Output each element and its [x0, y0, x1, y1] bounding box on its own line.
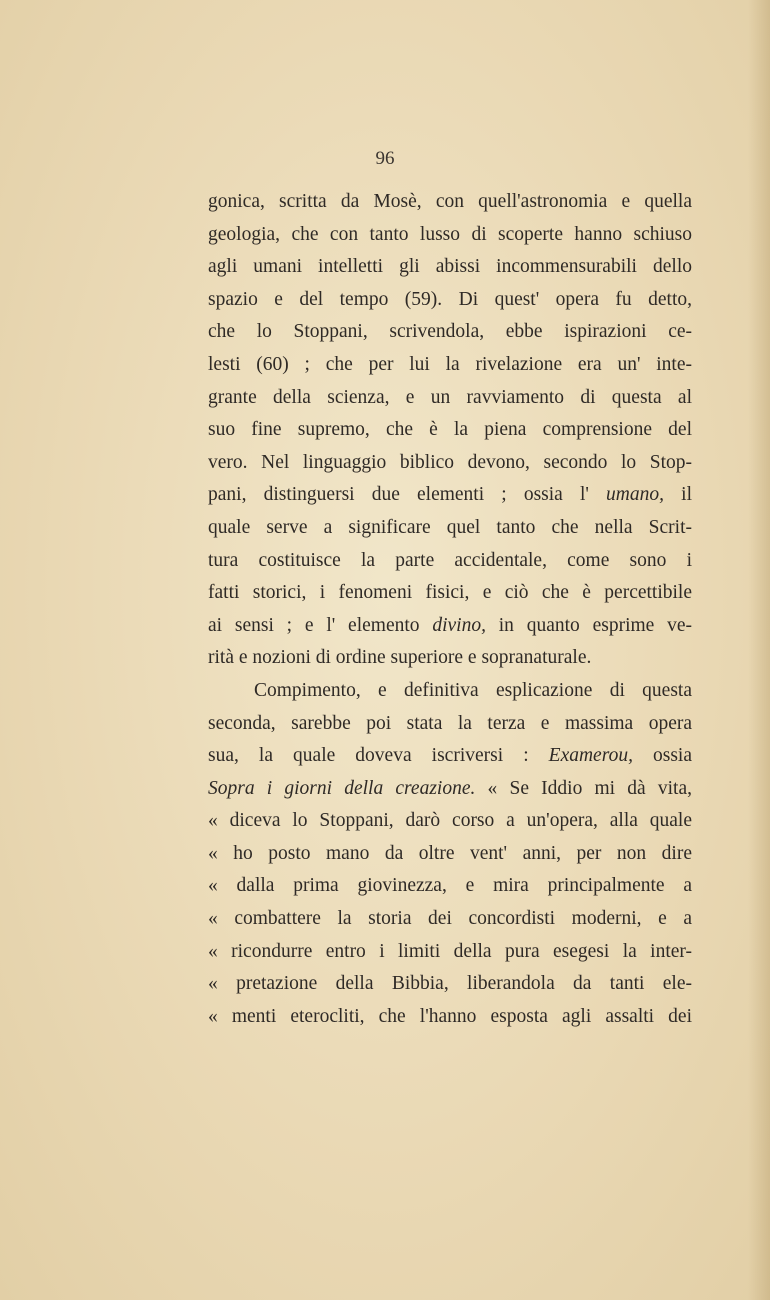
paragraph-2 [208, 675, 692, 1034]
line-text: lesti (60) ; che per lui la rivelazione era un' inte- [208, 353, 692, 375]
line-text: « pretazione della Bibbia, liberandola da tanti ele- [208, 973, 692, 995]
text-line [208, 805, 692, 838]
text-line [208, 447, 692, 480]
text-line [208, 186, 692, 219]
line-text: quale serve a significare quel tanto che nella Scrit- [208, 516, 692, 538]
page-number: 96 [375, 148, 395, 169]
line-text: sua, la quale doveva iscriversi : [208, 745, 549, 767]
text-line [208, 903, 692, 936]
text-line [208, 936, 692, 969]
italic-text: umano, [606, 484, 665, 506]
text-line [208, 838, 692, 871]
line-text: « ho posto mano da oltre vent' anni, per non dire [208, 842, 692, 864]
line-text: « menti eterocliti, che l'hanno esposta agli assalti dei [208, 1005, 692, 1027]
line-text: « Se Iddio mi dà vita, [475, 777, 692, 799]
line-text: fatti storici, i fenomeni fisici, e ciò che è percettibile [208, 582, 692, 604]
text-line [208, 1001, 692, 1034]
line-text: il [664, 484, 692, 506]
text-line [208, 773, 692, 806]
text-line [208, 316, 692, 349]
line-text: rità e nozioni di ordine superiore e sopranaturale. [208, 647, 592, 669]
line-text: « ricondurre entro i limiti della pura esegesi la inter- [208, 940, 692, 962]
body-text [208, 186, 692, 1033]
text-line [208, 610, 692, 643]
line-text: gonica, scritta da Mosè, con quell'astronomia e quella [208, 191, 692, 212]
line-text: tura costituisce la parte accidentale, come sono i [208, 549, 692, 571]
line-text: che lo Stoppani, scrivendola, ebbe ispirazioni ce- [208, 321, 692, 343]
line-text: grante della scienza, e un ravviamento di questa al [208, 386, 692, 408]
text-line [208, 708, 692, 741]
line-text: « diceva lo Stoppani, darò corso a un'opera, alla quale [208, 810, 692, 832]
text-line [208, 414, 692, 447]
text-line [208, 349, 692, 382]
text-line [208, 512, 692, 545]
line-text: ai sensi ; e l' elemento [208, 614, 433, 636]
italic-text: divino, [432, 614, 486, 636]
text-line [208, 577, 692, 610]
line-text: Compimento, e definitiva esplicazione di questa [254, 679, 692, 701]
italic-text: Examerou, [548, 745, 633, 767]
line-text: suo fine supremo, che è la piena comprensione del [208, 419, 692, 441]
text-line [208, 479, 692, 512]
paragraph-1 [208, 186, 692, 675]
line-text: « combattere la storia dei concordisti moderni, e a [208, 908, 692, 930]
italic-text: Sopra i giorni della creazione. [208, 777, 476, 799]
text-line [208, 284, 692, 317]
text-line [208, 382, 692, 415]
line-text: « dalla prima giovinezza, e mira principalmente a [208, 875, 692, 897]
text-line [208, 219, 692, 252]
line-text: seconda, sarebbe poi stata la terza e massima opera [208, 712, 692, 734]
line-text: ossia [632, 745, 692, 767]
line-text: geologia, che con tanto lusso di scoperte hanno schiuso [208, 223, 692, 245]
line-text: pani, distinguersi due elementi ; ossia l' [208, 484, 607, 506]
text-line [208, 675, 692, 708]
text-line [208, 642, 692, 675]
line-text: vero. Nel linguaggio biblico devono, secondo lo Stop- [208, 451, 692, 473]
text-line [208, 740, 692, 773]
line-text: in quanto esprime ve- [485, 614, 692, 636]
text-line [208, 968, 692, 1001]
line-text: spazio e del tempo (59). Di quest' opera fu detto, [208, 288, 692, 310]
line-text: agli umani intelletti gli abissi incommensurabili dello [208, 256, 692, 278]
page-edge-shadow [748, 0, 770, 1300]
text-line [208, 870, 692, 903]
text-line [208, 251, 692, 284]
text-line [208, 545, 692, 578]
